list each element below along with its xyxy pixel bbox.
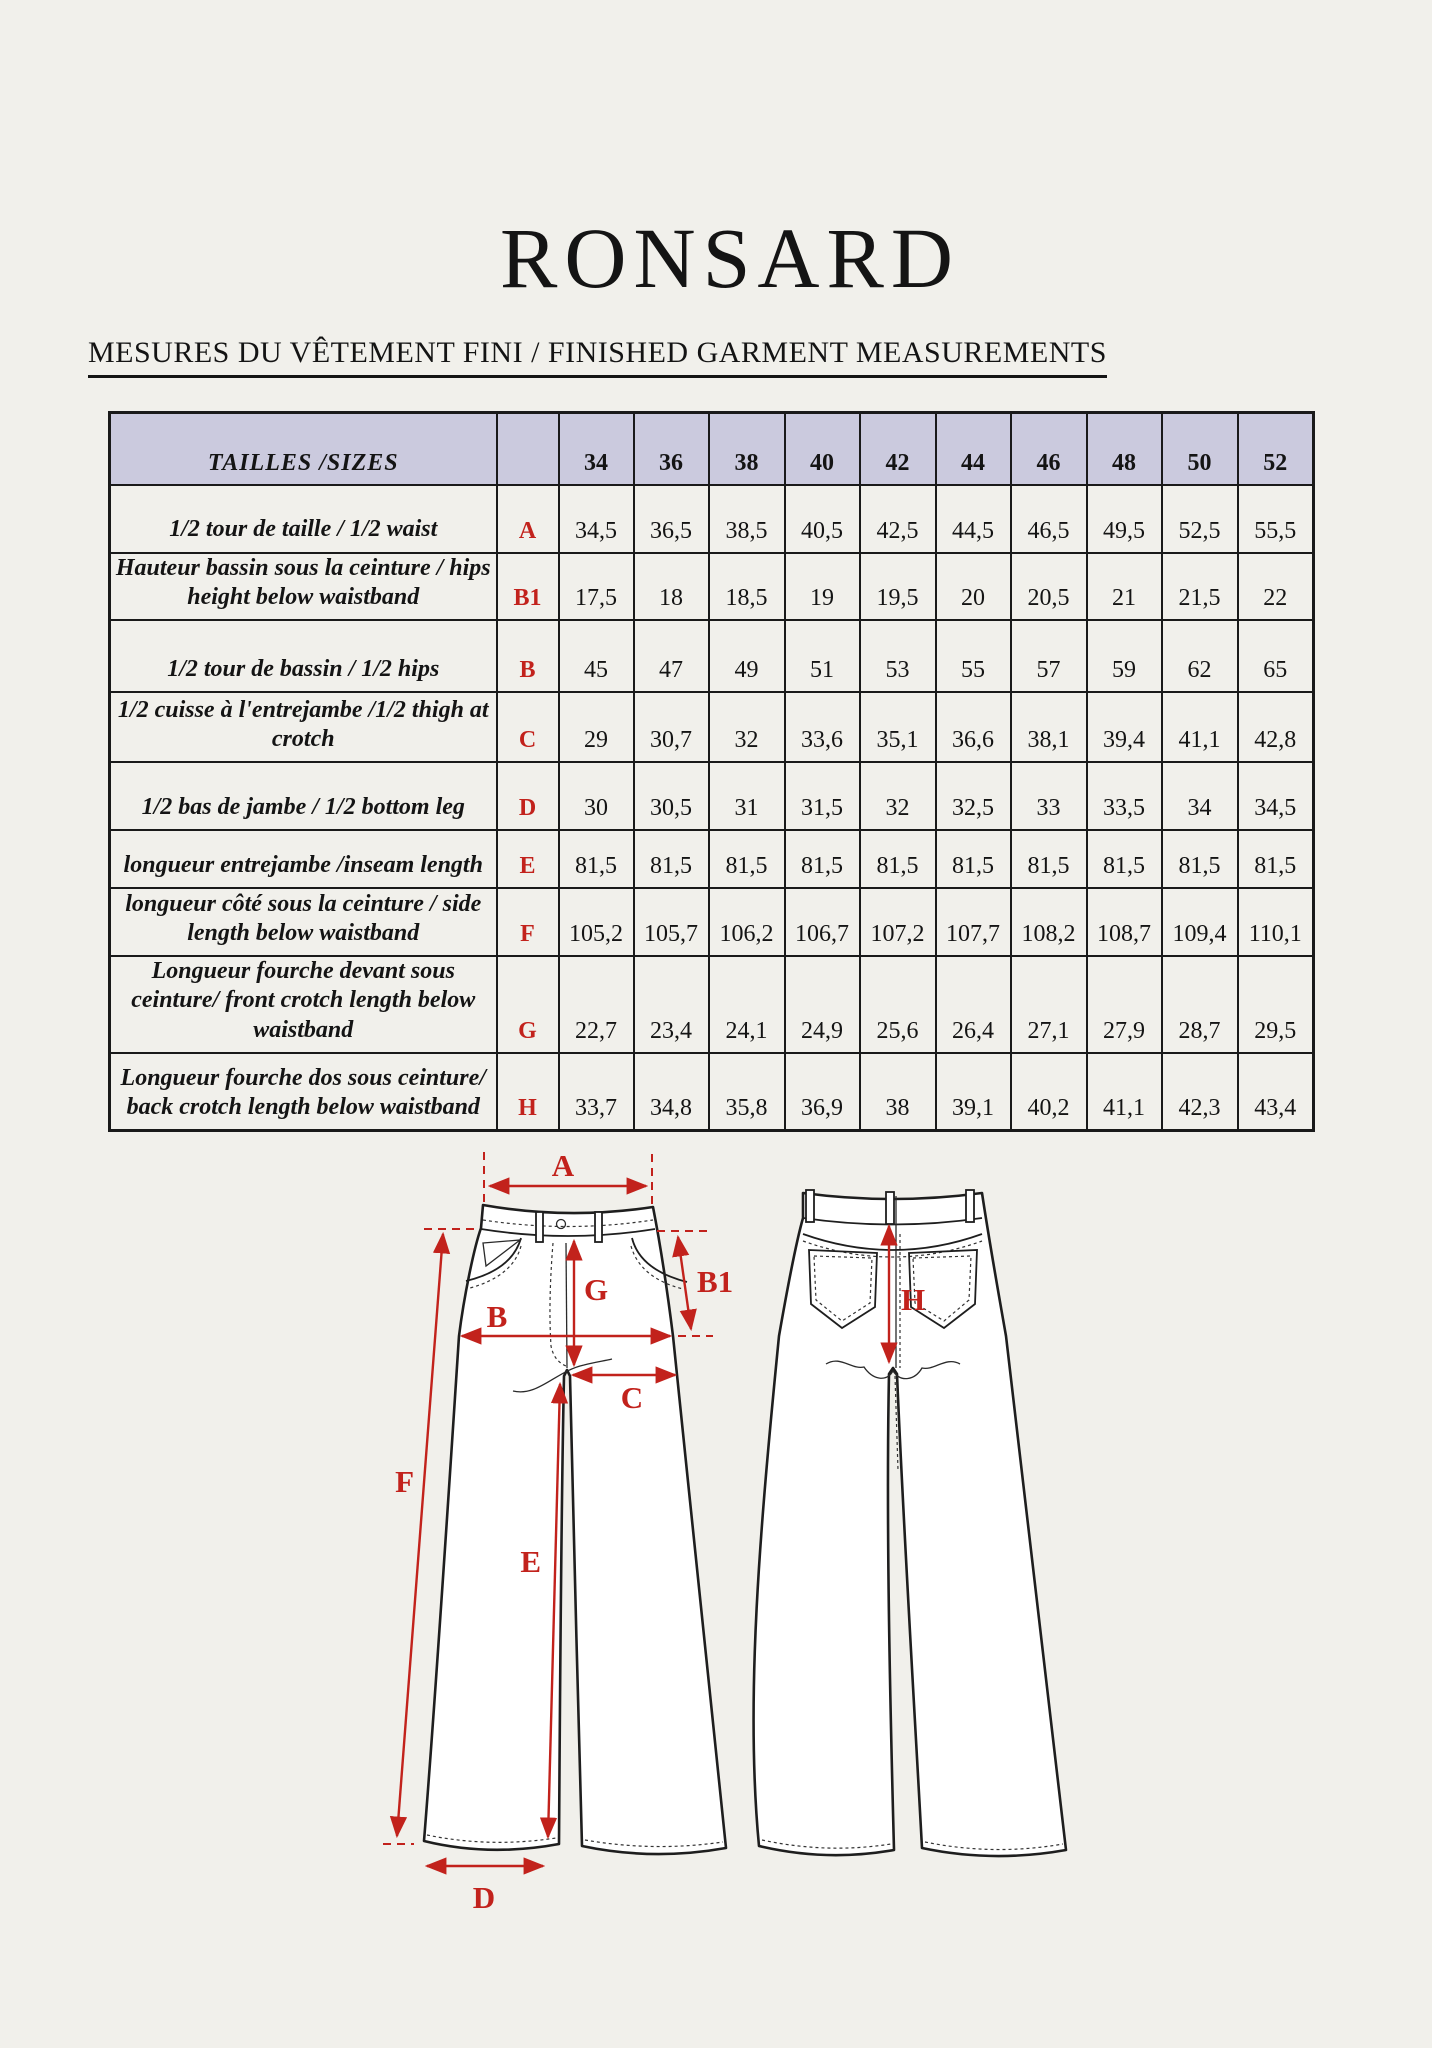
value-cell: 30,7 [634, 692, 709, 762]
value-cell: 20,5 [1011, 553, 1087, 621]
value-cell: 25,6 [860, 956, 936, 1053]
measurement-letter: A [497, 485, 559, 553]
value-cell: 46,5 [1011, 485, 1087, 553]
size-header: 42 [860, 413, 936, 485]
value-cell: 23,4 [634, 956, 709, 1053]
belt-loop [536, 1212, 543, 1242]
value-cell: 31 [709, 762, 785, 830]
measurement-label: 1/2 cuisse à l'entrejambe /1/2 thigh at crotch [110, 692, 497, 762]
size-header: 34 [559, 413, 634, 485]
size-header: 36 [634, 413, 709, 485]
value-cell: 17,5 [559, 553, 634, 621]
measurement-label: 1/2 tour de bassin / 1/2 hips [110, 620, 497, 692]
value-cell: 81,5 [634, 830, 709, 888]
value-cell: 26,4 [936, 956, 1011, 1053]
measurement-label: longueur côté sous la ceinture / side length below waistband [110, 888, 497, 956]
table-row-inseam [110, 830, 1314, 888]
value-cell: 47 [634, 620, 709, 692]
sizes-header-label: TAILLES /SIZES [110, 413, 497, 485]
value-cell: 22,7 [559, 956, 634, 1053]
value-cell: 32 [860, 762, 936, 830]
measurement-label: 1/2 tour de taille / 1/2 waist [110, 485, 497, 553]
value-cell: 41,1 [1087, 1053, 1162, 1131]
value-cell: 19 [785, 553, 860, 621]
value-cell: 21 [1087, 553, 1162, 621]
value-cell: 49,5 [1087, 485, 1162, 553]
value-cell: 41,1 [1162, 692, 1238, 762]
value-cell: 33 [1011, 762, 1087, 830]
value-cell: 107,7 [936, 888, 1011, 956]
value-cell: 36,5 [634, 485, 709, 553]
value-cell: 59 [1087, 620, 1162, 692]
value-cell: 33,5 [1087, 762, 1162, 830]
size-header: 52 [1238, 413, 1314, 485]
label-G: G [584, 1272, 609, 1307]
value-cell: 42,8 [1238, 692, 1314, 762]
value-cell: 27,9 [1087, 956, 1162, 1053]
value-cell: 65 [1238, 620, 1314, 692]
value-cell: 29 [559, 692, 634, 762]
value-cell: 107,2 [860, 888, 936, 956]
value-cell: 108,2 [1011, 888, 1087, 956]
size-header: 46 [1011, 413, 1087, 485]
table-row-hips-height [110, 553, 1314, 621]
measurement-label: Longueur fourche devant sous ceinture/ front crotch length below waistband [110, 956, 497, 1053]
value-cell: 20 [936, 553, 1011, 621]
table-row-side-length [110, 888, 1314, 956]
label-E: E [520, 1544, 541, 1579]
value-cell: 39,4 [1087, 692, 1162, 762]
measurement-letter: E [497, 830, 559, 888]
value-cell: 81,5 [785, 830, 860, 888]
value-cell: 38,1 [1011, 692, 1087, 762]
garment-diagram [0, 1100, 1432, 2048]
value-cell: 81,5 [1162, 830, 1238, 888]
value-cell: 33,6 [785, 692, 860, 762]
belt-loop [806, 1190, 814, 1222]
value-cell: 110,1 [1238, 888, 1314, 956]
value-cell: 42,3 [1162, 1053, 1238, 1131]
value-cell: 31,5 [785, 762, 860, 830]
value-cell: 40,5 [785, 485, 860, 553]
value-cell: 39,1 [936, 1053, 1011, 1131]
measurements-table [108, 411, 1315, 1132]
value-cell: 81,5 [1011, 830, 1087, 888]
value-cell: 106,7 [785, 888, 860, 956]
value-cell: 34,5 [559, 485, 634, 553]
size-header: 50 [1162, 413, 1238, 485]
measurement-letter: B1 [497, 553, 559, 621]
value-cell: 30,5 [634, 762, 709, 830]
belt-loop [886, 1192, 894, 1224]
value-cell: 57 [1011, 620, 1087, 692]
value-cell: 43,4 [1238, 1053, 1314, 1131]
value-cell: 24,9 [785, 956, 860, 1053]
value-cell: 40,2 [1011, 1053, 1087, 1131]
table-header-row [110, 413, 1314, 485]
value-cell: 52,5 [1162, 485, 1238, 553]
brand-title: RONSARD [500, 210, 960, 306]
value-cell: 38 [860, 1053, 936, 1131]
page-subtitle: MESURES DU VÊTEMENT FINI / FINISHED GARMENT MEASUREMENTS [88, 336, 1107, 378]
label-H: H [901, 1282, 926, 1317]
label-A: A [551, 1148, 575, 1183]
value-cell: 34 [1162, 762, 1238, 830]
value-cell: 32 [709, 692, 785, 762]
size-header: 44 [936, 413, 1011, 485]
value-cell: 36,6 [936, 692, 1011, 762]
value-cell: 38,5 [709, 485, 785, 553]
measurement-label: Longueur fourche dos sous ceinture/ back crotch length below waistband [110, 1053, 497, 1131]
measurement-letter: G [497, 956, 559, 1053]
value-cell: 53 [860, 620, 936, 692]
table-row-front-crotch [110, 956, 1314, 1053]
label-D: D [472, 1880, 496, 1915]
value-cell: 22 [1238, 553, 1314, 621]
table-row-hips [110, 620, 1314, 692]
measurement-label: longueur entrejambe /inseam length [110, 830, 497, 888]
arrow-B1 [678, 1237, 691, 1329]
table-row-bottom-leg [110, 762, 1314, 830]
value-cell: 34,5 [1238, 762, 1314, 830]
belt-loop [595, 1212, 602, 1242]
measurement-letter: B [497, 620, 559, 692]
value-cell: 105,2 [559, 888, 634, 956]
value-cell: 51 [785, 620, 860, 692]
value-cell: 32,5 [936, 762, 1011, 830]
value-cell: 18,5 [709, 553, 785, 621]
value-cell: 34,8 [634, 1053, 709, 1131]
label-C: C [620, 1380, 644, 1415]
value-cell: 106,2 [709, 888, 785, 956]
label-B1: B1 [697, 1264, 734, 1299]
belt-loop [966, 1190, 974, 1222]
value-cell: 30 [559, 762, 634, 830]
label-F: F [395, 1464, 414, 1499]
size-header: 38 [709, 413, 785, 485]
value-cell: 81,5 [936, 830, 1011, 888]
value-cell: 18 [634, 553, 709, 621]
measurement-label: 1/2 bas de jambe / 1/2 bottom leg [110, 762, 497, 830]
value-cell: 81,5 [709, 830, 785, 888]
measurement-label: Hauteur bassin sous la ceinture / hips height below waistband [110, 553, 497, 621]
value-cell: 24,1 [709, 956, 785, 1053]
value-cell: 62 [1162, 620, 1238, 692]
value-cell: 21,5 [1162, 553, 1238, 621]
size-header: 40 [785, 413, 860, 485]
value-cell: 44,5 [936, 485, 1011, 553]
measurement-letter: H [497, 1053, 559, 1131]
value-cell: 19,5 [860, 553, 936, 621]
value-cell: 55,5 [1238, 485, 1314, 553]
size-header: 48 [1087, 413, 1162, 485]
value-cell: 81,5 [1087, 830, 1162, 888]
value-cell: 81,5 [860, 830, 936, 888]
value-cell: 27,1 [1011, 956, 1087, 1053]
value-cell: 28,7 [1162, 956, 1238, 1053]
table-row-waist [110, 485, 1314, 553]
value-cell: 109,4 [1162, 888, 1238, 956]
value-cell: 45 [559, 620, 634, 692]
letter-column-header [497, 413, 559, 485]
value-cell: 108,7 [1087, 888, 1162, 956]
value-cell: 81,5 [1238, 830, 1314, 888]
value-cell: 35,1 [860, 692, 936, 762]
value-cell: 36,9 [785, 1053, 860, 1131]
measurement-letter: D [497, 762, 559, 830]
value-cell: 49 [709, 620, 785, 692]
measurement-letter: C [497, 692, 559, 762]
table-row-thigh [110, 692, 1314, 762]
value-cell: 42,5 [860, 485, 936, 553]
value-cell: 35,8 [709, 1053, 785, 1131]
value-cell: 105,7 [634, 888, 709, 956]
value-cell: 29,5 [1238, 956, 1314, 1053]
value-cell: 55 [936, 620, 1011, 692]
measurement-letter: F [497, 888, 559, 956]
value-cell: 33,7 [559, 1053, 634, 1131]
value-cell: 81,5 [559, 830, 634, 888]
label-B: B [486, 1299, 508, 1334]
